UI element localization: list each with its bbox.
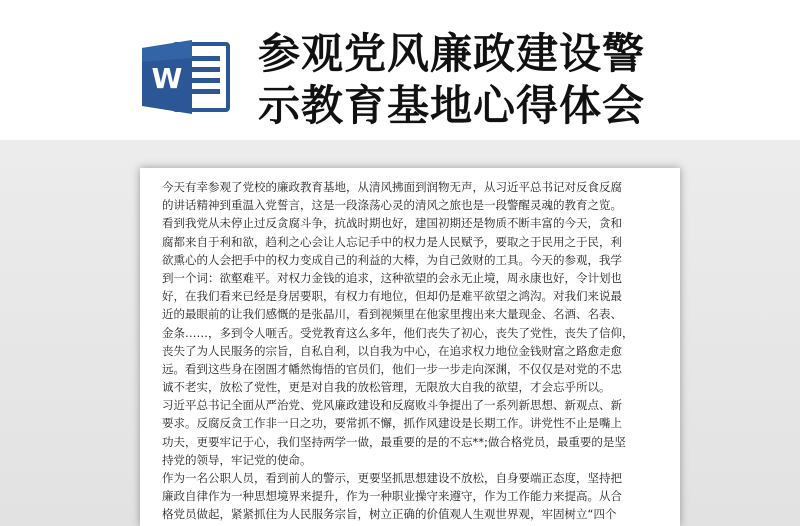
- title-line-2: 示教育基地心得体会: [258, 81, 646, 130]
- document-body: [162, 178, 662, 524]
- document-line: 今天有幸参观了党校的廉政教育基地，从清风拂面到润物无声，从习近平总书记对反食反腐: [162, 180, 622, 194]
- document-line: 腐都来自于利和欲，趋利之心会让人忘记手中的权力是人民赋予，要取之于民用之于民，利: [162, 234, 622, 249]
- document-line: 习近平总书记全面从严治党、党风廉政建设和反腐败斗争提出了一系列新思想、新观点、新: [162, 398, 622, 413]
- document-line: 近的最眼前的让我们感慨的是张晶川，看到视频里在他家里搜出来大量现金、名酒、名表、: [162, 307, 622, 322]
- header: [0, 0, 800, 140]
- document-line: 欲熏心的人会把手中的权力变成自己的利益的大棒，为自己敛财的工具。今天的参观，我学: [162, 252, 622, 267]
- document-line: 诚不老实，放松了党性，更是对自我的放松管理，无限放大自我的欲望，才会忘乎所以。: [162, 380, 611, 395]
- document-line: 要求。反腐反贪工作非一日之功，要常抓不懈，抓作风建设是长期工作。讲党性不止是嘴上: [162, 416, 622, 431]
- page-title: [258, 28, 778, 132]
- document-line: 廉政自律作为一种思想境界来提升，作为一种职业操守来遵守，作为工作能力来提高。从合: [162, 489, 622, 504]
- document-line: 到一个词：欲壑难平。对权力金钱的追求，这种欲望的会永无止境，周永康也好，令计划也: [162, 270, 622, 285]
- document-line: 作为一名公职人员，看到前人的警示，更要坚抓思想建设不放松，自身要端正态度，坚持把: [162, 471, 622, 485]
- word-document-icon: [140, 38, 232, 116]
- document-line: 金条……，多到令人咂舌。受党教育这么多年，他们丧失了初心，丧失了党性，丧失了信仰，: [162, 325, 634, 340]
- document-line: 的讲话精神到重温入党誓言，这是一段涤荡心灵的清风之旅也是一段警醒灵魂的教育之览。: [162, 198, 622, 213]
- document-line: 丧失了为人民服务的宗旨，自私自利，以自我为中心，在追求权力地位金钱财富之路愈走愈: [162, 343, 622, 358]
- document-line: 远。看到这些身在囹圄才幡然悔悟的官员们，他们一步一步走向深渊，不仅仅是对党的不忠: [162, 361, 622, 376]
- document-line: 持党的领导，牢记党的使命。: [162, 452, 312, 467]
- word-logo-letter: W: [151, 62, 183, 95]
- document-line: 看到我党从未停止过反贪腐斗争，抗战时期也好，建国初期还是物质不断丰富的今天，贪和: [162, 216, 622, 231]
- document-line: 格党员做起，紧紧抓住为人民服务宗旨，树立正确的价值观人生观世界观，牢固树立“四个: [162, 507, 617, 522]
- document-page: [140, 168, 680, 526]
- document-line: 好，在我们看来已经是身居要职，有权力有地位，但却仍是难平欲望之鸿沟。对我们来说最: [162, 289, 622, 304]
- title-line-1: 参观党风廉政建设警: [258, 29, 646, 78]
- document-line: 功夫，更要牢记于心，我们坚持两学一做，最重要的是的不忘**;做合格党员，最重要的是坚: [162, 434, 626, 449]
